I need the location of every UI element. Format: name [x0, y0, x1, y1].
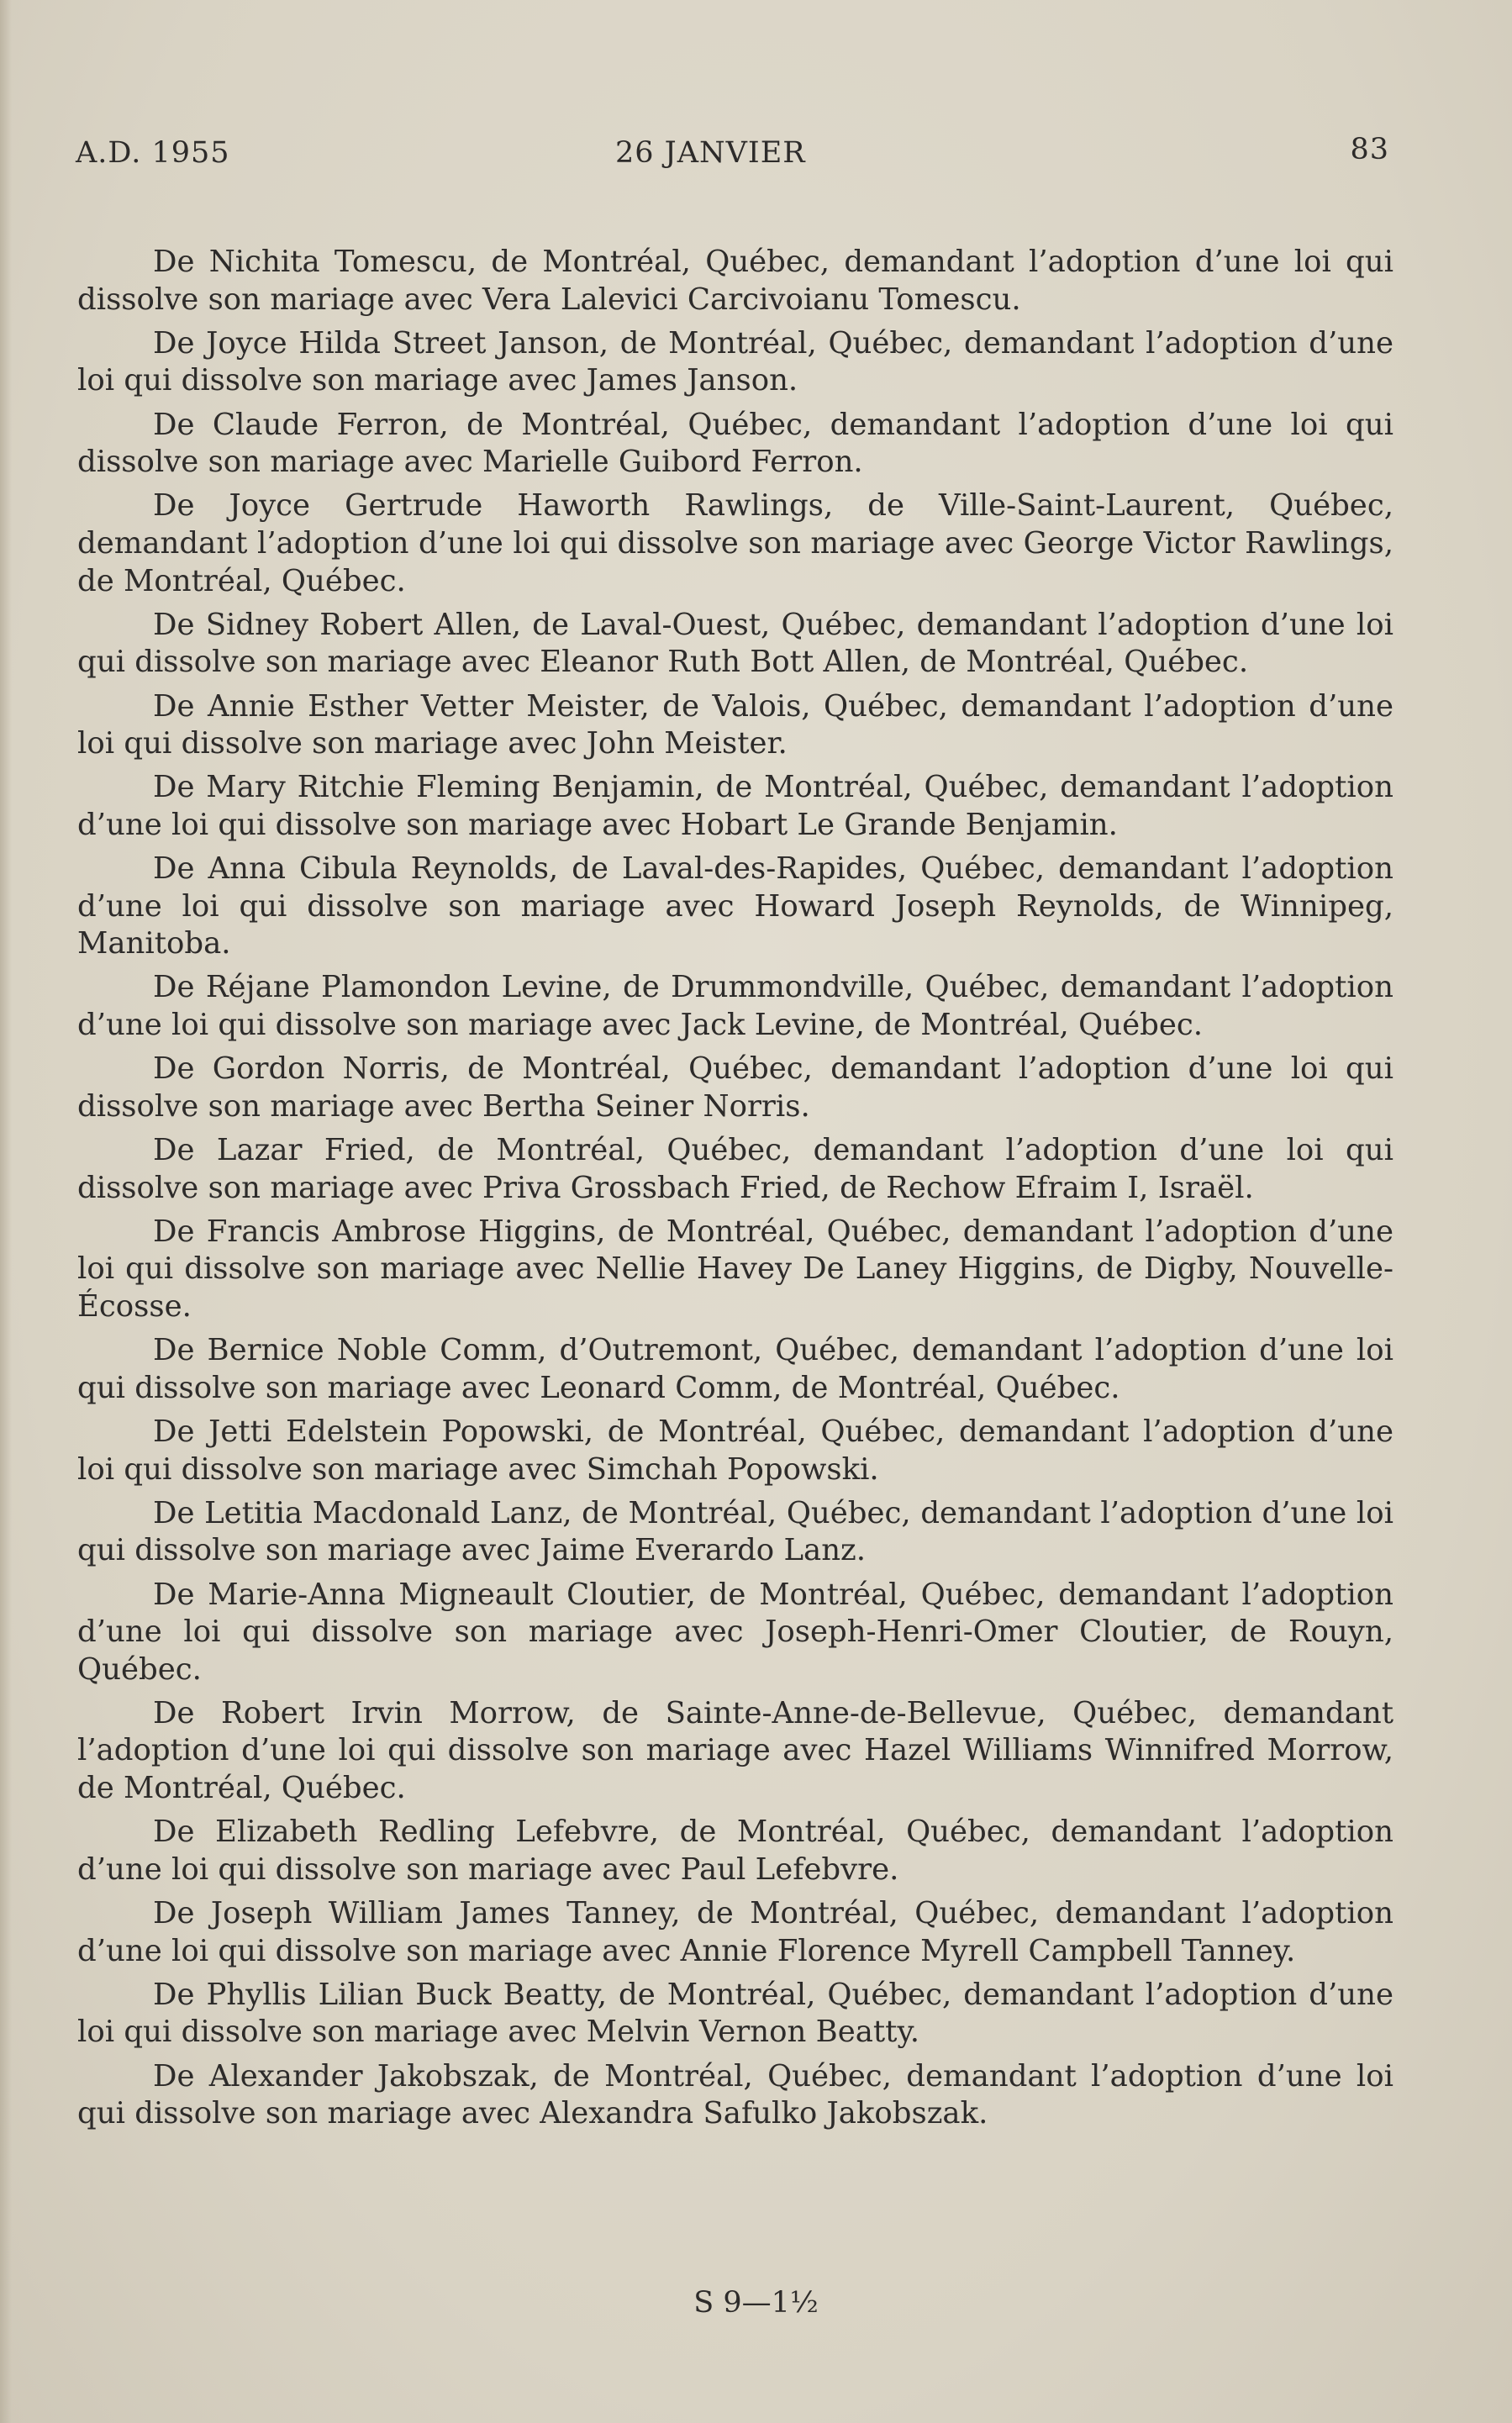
- petition-paragraph: De Sidney Robert Allen, de Laval-Ouest, Québec, demandant l’adoption d’une loi qui dissolve son mariage avec Eleanor Ruth Bott Allen, de Montréal, Québec.: [77, 607, 1393, 680]
- petition-paragraph: De Alexander Jakobszak, de Montréal, Québec, demandant l’adoption d’une loi qui dissolve son mariage avec Alexandra Safulko Jakobszak.: [77, 2058, 1393, 2131]
- page-binding-edge: [0, 0, 12, 2423]
- petition-paragraph: De Lazar Fried, de Montréal, Québec, demandant l’adoption d’une loi qui dissolve son mariage avec Priva Grossbach Fried, de Rechow Efraim I, Israël.: [77, 1133, 1393, 1205]
- petition-paragraph: De Nichita Tomescu, de Montréal, Québec, demandant l’adoption d’une loi qui dissolve son mariage avec Vera Lalevici Carcivoianu Tomescu.: [77, 245, 1393, 317]
- header-year: A.D. 1955: [76, 136, 230, 170]
- petition-list: [77, 244, 1393, 2139]
- petition-paragraph: De Anna Cibula Reynolds, de Laval-des-Rapides, Québec, demandant l’adoption d’une loi qui dissolve son mariage avec Howard Joseph Reynolds, de Winnipeg, Manitoba.: [77, 851, 1393, 961]
- page-header: [76, 133, 1389, 175]
- petition-paragraph: De Gordon Norris, de Montréal, Québec, demandant l’adoption d’une loi qui dissolve son mariage avec Bertha Seiner Norris.: [77, 1051, 1393, 1124]
- header-date: 26 JANVIER: [615, 136, 806, 170]
- petition-paragraph: De Letitia Macdonald Lanz, de Montréal, Québec, demandant l’adoption d’une loi qui dissolve son mariage avec Jaime Everardo Lanz.: [77, 1495, 1393, 1568]
- signature-mark: S 9—1½: [693, 2286, 819, 2320]
- petition-paragraph: De Réjane Plamondon Levine, de Drummondville, Québec, demandant l’adoption d’une loi qui dissolve son mariage avec Jack Levine, de Montréal, Québec.: [77, 970, 1393, 1043]
- petition-paragraph: De Robert Irvin Morrow, de Sainte-Anne-de-Bellevue, Québec, demandant l’adoption d’une loi qui dissolve son mariage avec Hazel Williams Winnifred Morrow, de Montréal, Québec.: [77, 1695, 1393, 1806]
- petition-paragraph: De Annie Esther Vetter Meister, de Valois, Québec, demandant l’adoption d’une loi qui dissolve son mariage avec John Meister.: [77, 688, 1393, 761]
- petition-paragraph: De Jetti Edelstein Popowski, de Montréal, Québec, demandant l’adoption d’une loi qui dissolve son mariage avec Simchah Popowski.: [77, 1414, 1393, 1487]
- petition-paragraph: De Marie-Anna Migneault Cloutier, de Montréal, Québec, demandant l’adoption d’une loi qui dissolve son mariage avec Joseph-Henri-Omer Cloutier, de Rouyn, Québec.: [77, 1577, 1393, 1687]
- petition-paragraph: De Phyllis Lilian Buck Beatty, de Montréal, Québec, demandant l’adoption d’une loi qui dissolve son mariage avec Melvin Vernon Beatty.: [77, 1977, 1393, 2050]
- petition-paragraph: De Francis Ambrose Higgins, de Montréal, Québec, demandant l’adoption d’une loi qui dissolve son mariage avec Nellie Havey De Laney Higgins, de Digby, Nouvelle-Écosse.: [77, 1214, 1393, 1324]
- petition-paragraph: De Bernice Noble Comm, d’Outremont, Québec, demandant l’adoption d’une loi qui dissolve son mariage avec Leonard Comm, de Montréal, Québec.: [77, 1333, 1393, 1405]
- page-number: 83: [1350, 133, 1389, 166]
- petition-paragraph: De Joyce Gertrude Haworth Rawlings, de Ville-Saint-Laurent, Québec, demandant l’adoption d’une loi qui dissolve son mariage avec George Victor Rawlings, de Montréal, Québec.: [77, 488, 1393, 598]
- petition-paragraph: De Mary Ritchie Fleming Benjamin, de Montréal, Québec, demandant l’adoption d’une loi qui dissolve son mariage avec Hobart Le Grande Benjamin.: [77, 770, 1393, 842]
- petition-paragraph: De Joyce Hilda Street Janson, de Montréal, Québec, demandant l’adoption d’une loi qui dissolve son mariage avec James Janson.: [77, 325, 1393, 398]
- petition-paragraph: De Claude Ferron, de Montréal, Québec, demandant l’adoption d’une loi qui dissolve son mariage avec Marielle Guibord Ferron.: [77, 407, 1393, 480]
- petition-paragraph: De Elizabeth Redling Lefebvre, de Montréal, Québec, demandant l’adoption d’une loi qui dissolve son mariage avec Paul Lefebvre.: [77, 1815, 1393, 1887]
- petition-paragraph: De Joseph William James Tanney, de Montréal, Québec, demandant l’adoption d’une loi qui dissolve son mariage avec Annie Florence Myrell Campbell Tanney.: [77, 1896, 1393, 1968]
